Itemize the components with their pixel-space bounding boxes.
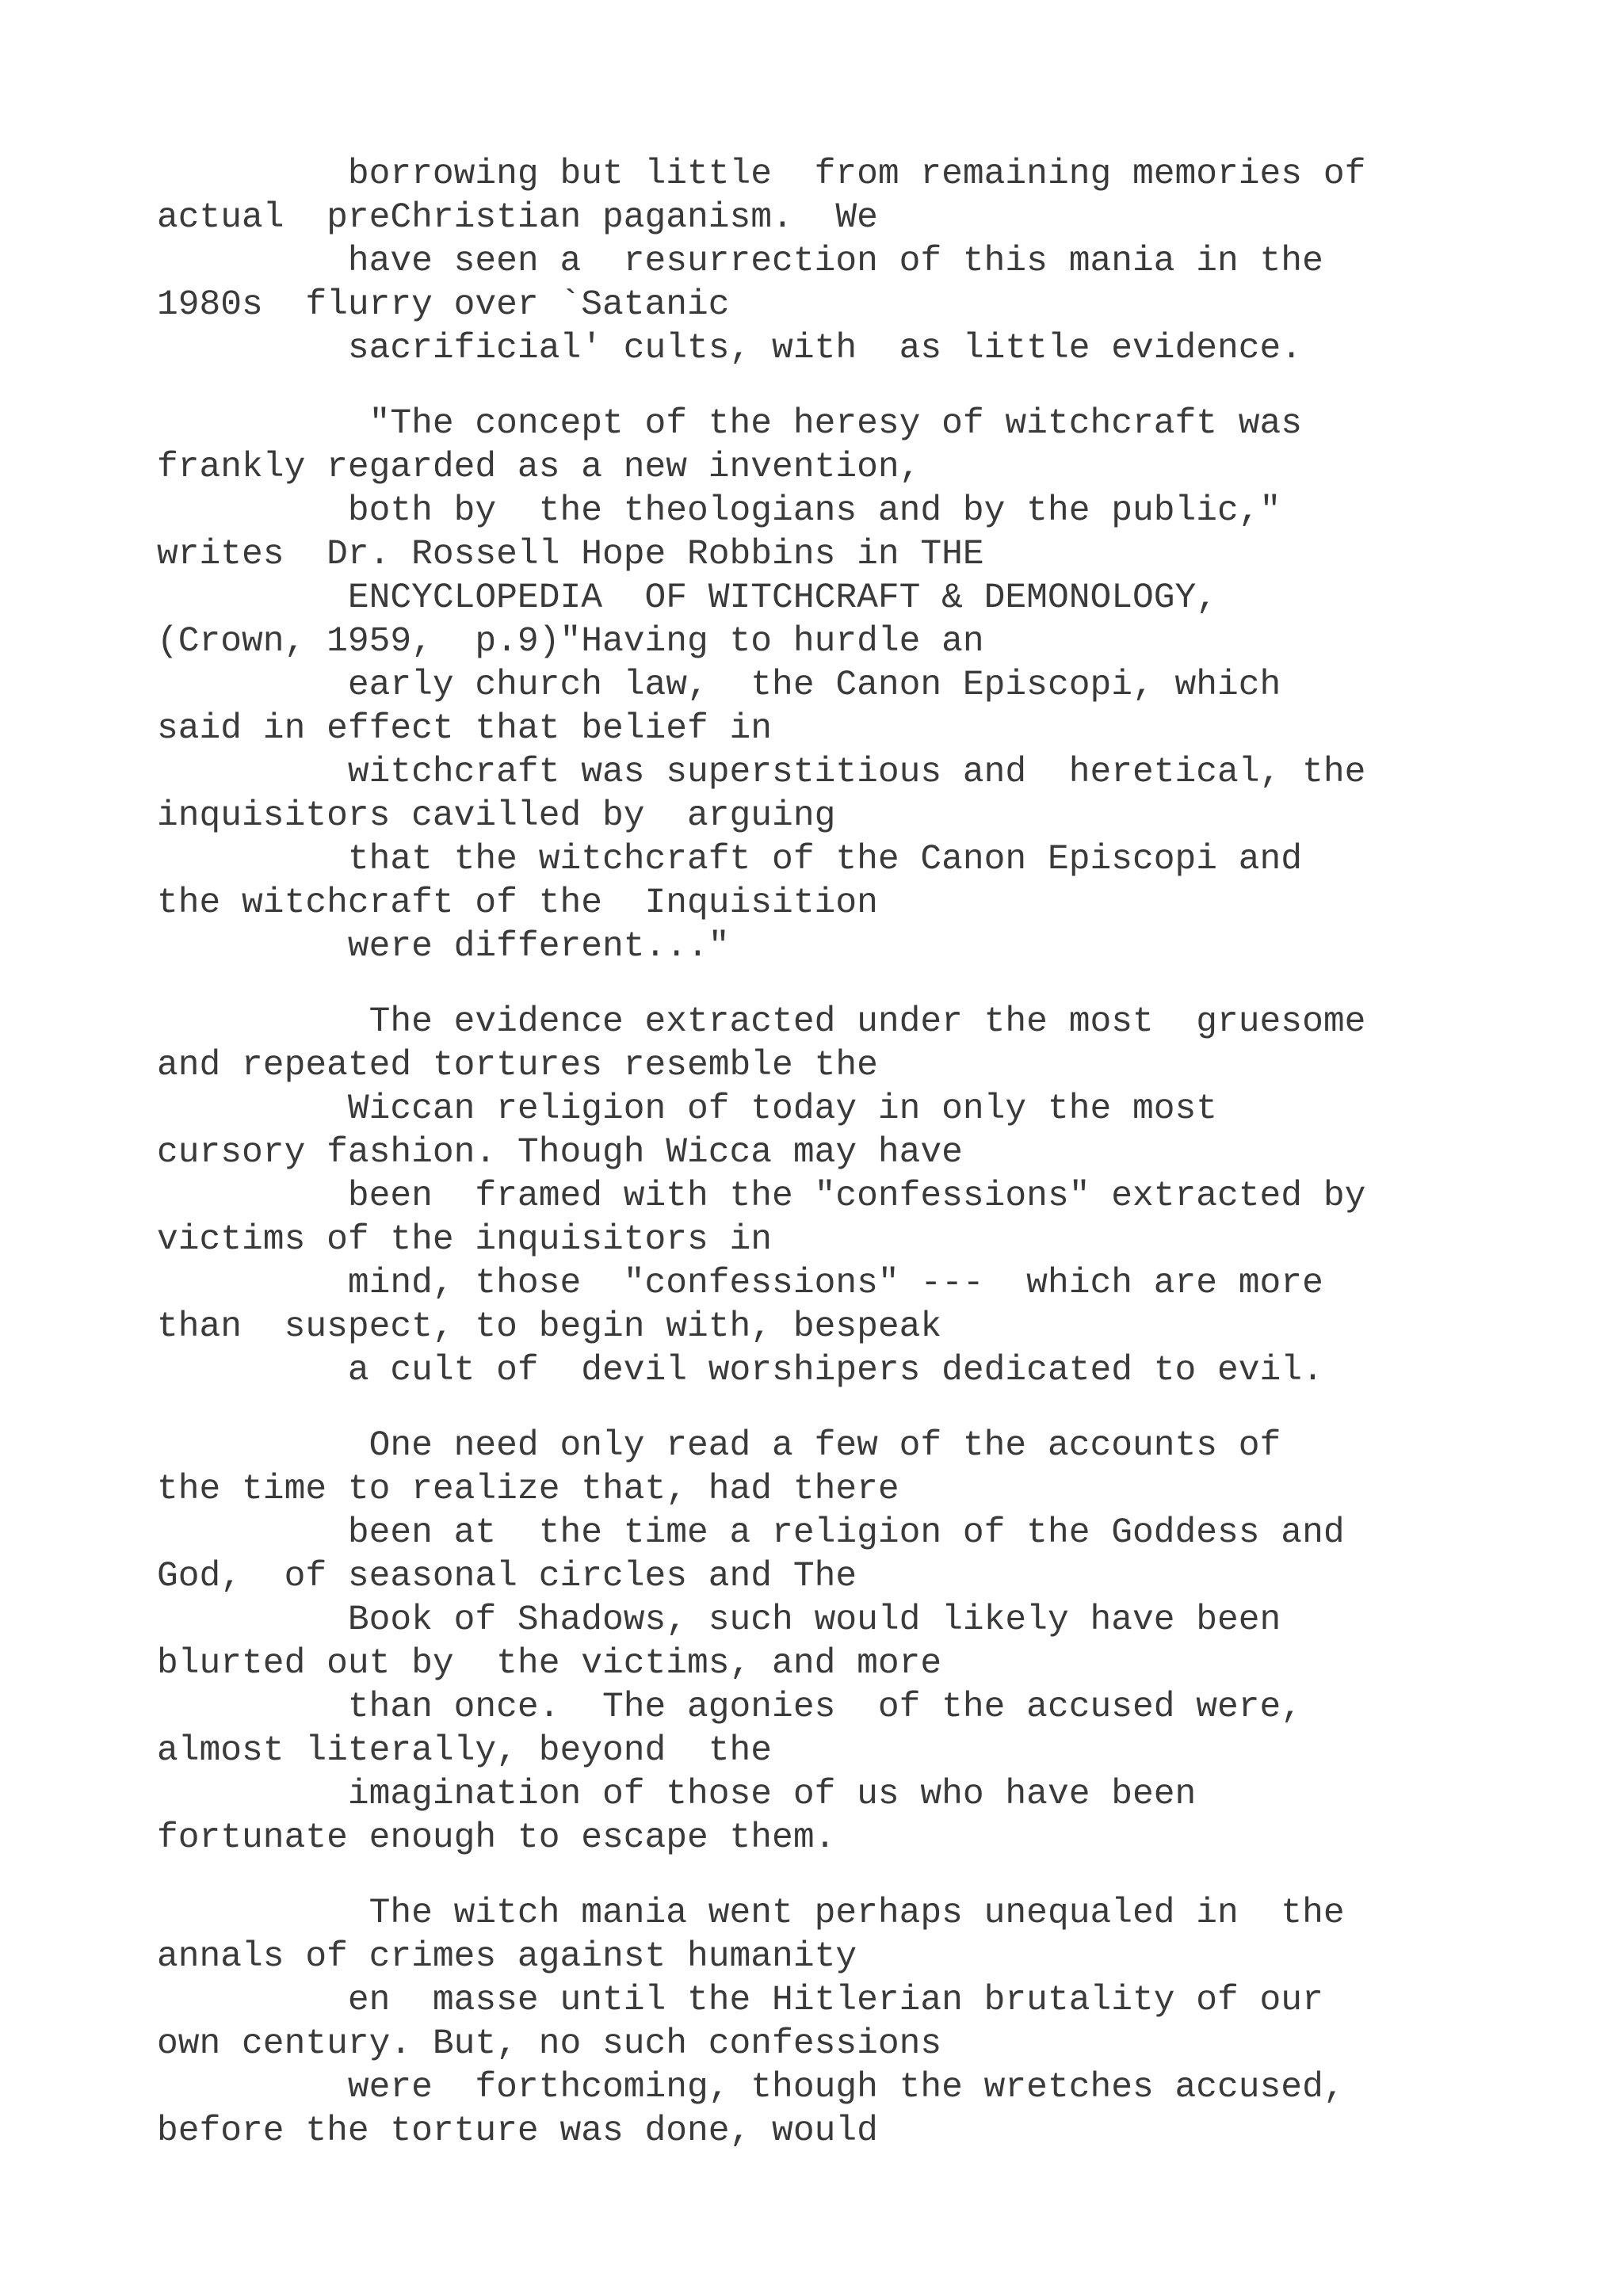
text-line: annals of crimes against humanity — [157, 1937, 857, 1977]
text-line: witchcraft was superstitious and heretical, the — [157, 753, 1366, 792]
text-line: The evidence extracted under the most gruesome — [157, 1002, 1366, 1042]
text-line: both by the theologians and by the public," — [157, 491, 1281, 531]
text-line: that the witchcraft of the Canon Episcopi and — [157, 840, 1303, 879]
text-line: en masse until the Hitlerian brutality of our — [157, 1981, 1323, 2020]
paragraph — [157, 1001, 1583, 1393]
paragraph — [157, 402, 1583, 969]
text-line: Book of Shadows, such would likely have been — [157, 1600, 1281, 1640]
text-line: almost literally, beyond the — [157, 1731, 773, 1771]
text-line: imagination of those of us who have been — [157, 1775, 1197, 1814]
text-line: cursory fashion. Though Wicca may have — [157, 1133, 963, 1173]
text-line: have seen a resurrection of this mania in the — [157, 242, 1323, 281]
text-line: a cult of devil worshipers dedicated to evil. — [157, 1351, 1323, 1390]
text-line: One need only read a few of the accounts of — [157, 1426, 1281, 1466]
text-line: early church law, the Canon Episcopi, which — [157, 666, 1281, 705]
text-line: were forthcoming, though the wretches accused, — [157, 2068, 1345, 2107]
text-line: been at the time a religion of the Goddess and — [157, 1513, 1345, 1553]
text-line: fortunate enough to escape them. — [157, 1818, 836, 1858]
text-line: 1980s flurry over `Satanic — [157, 285, 730, 325]
paragraph — [157, 1425, 1583, 1860]
text-line: before the torture was done, would — [157, 2111, 878, 2151]
text-line: (Crown, 1959, p.9)"Having to hurdle an — [157, 622, 984, 662]
text-line: God, of seasonal circles and The — [157, 1557, 857, 1596]
text-line: inquisitors cavilled by arguing — [157, 796, 836, 836]
text-line: the time to realize that, had there — [157, 1470, 899, 1509]
text-line: own century. But, no such confessions — [157, 2024, 942, 2064]
text-line: sacrificial' cults, with as little evidence. — [157, 329, 1303, 368]
text-line: actual preChristian paganism. We — [157, 198, 878, 238]
text-line: than suspect, to begin with, bespeak — [157, 1307, 942, 1347]
text-line: ENCYCLOPEDIA OF WITCHCRAFT & DEMONOLOGY, — [157, 578, 1218, 618]
text-line: victims of the inquisitors in — [157, 1220, 773, 1260]
text-line: the witchcraft of the Inquisition — [157, 883, 878, 923]
text-column — [157, 153, 1583, 2185]
text-line: mind, those "confessions" --- which are more — [157, 1264, 1323, 1303]
text-line: been framed with the "confessions" extracted by — [157, 1177, 1366, 1216]
text-line: borrowing but little from remaining memories of — [157, 154, 1366, 194]
text-line: The witch mania went perhaps unequaled in the — [157, 1894, 1345, 1933]
text-line: writes Dr. Rossell Hope Robbins in THE — [157, 535, 984, 574]
paragraph — [157, 153, 1583, 371]
text-line: frankly regarded as a new invention, — [157, 448, 921, 487]
text-line: and repeated tortures resemble the — [157, 1046, 878, 1085]
text-line: than once. The agonies of the accused were, — [157, 1688, 1303, 1727]
text-line: Wiccan religion of today in only the most — [157, 1089, 1218, 1129]
text-line: said in effect that belief in — [157, 709, 773, 749]
text-line: "The concept of the heresy of witchcraft was — [157, 404, 1303, 444]
text-line: blurted out by the victims, and more — [157, 1644, 942, 1684]
paragraph — [157, 1892, 1583, 2153]
text-line: were different..." — [157, 927, 730, 967]
